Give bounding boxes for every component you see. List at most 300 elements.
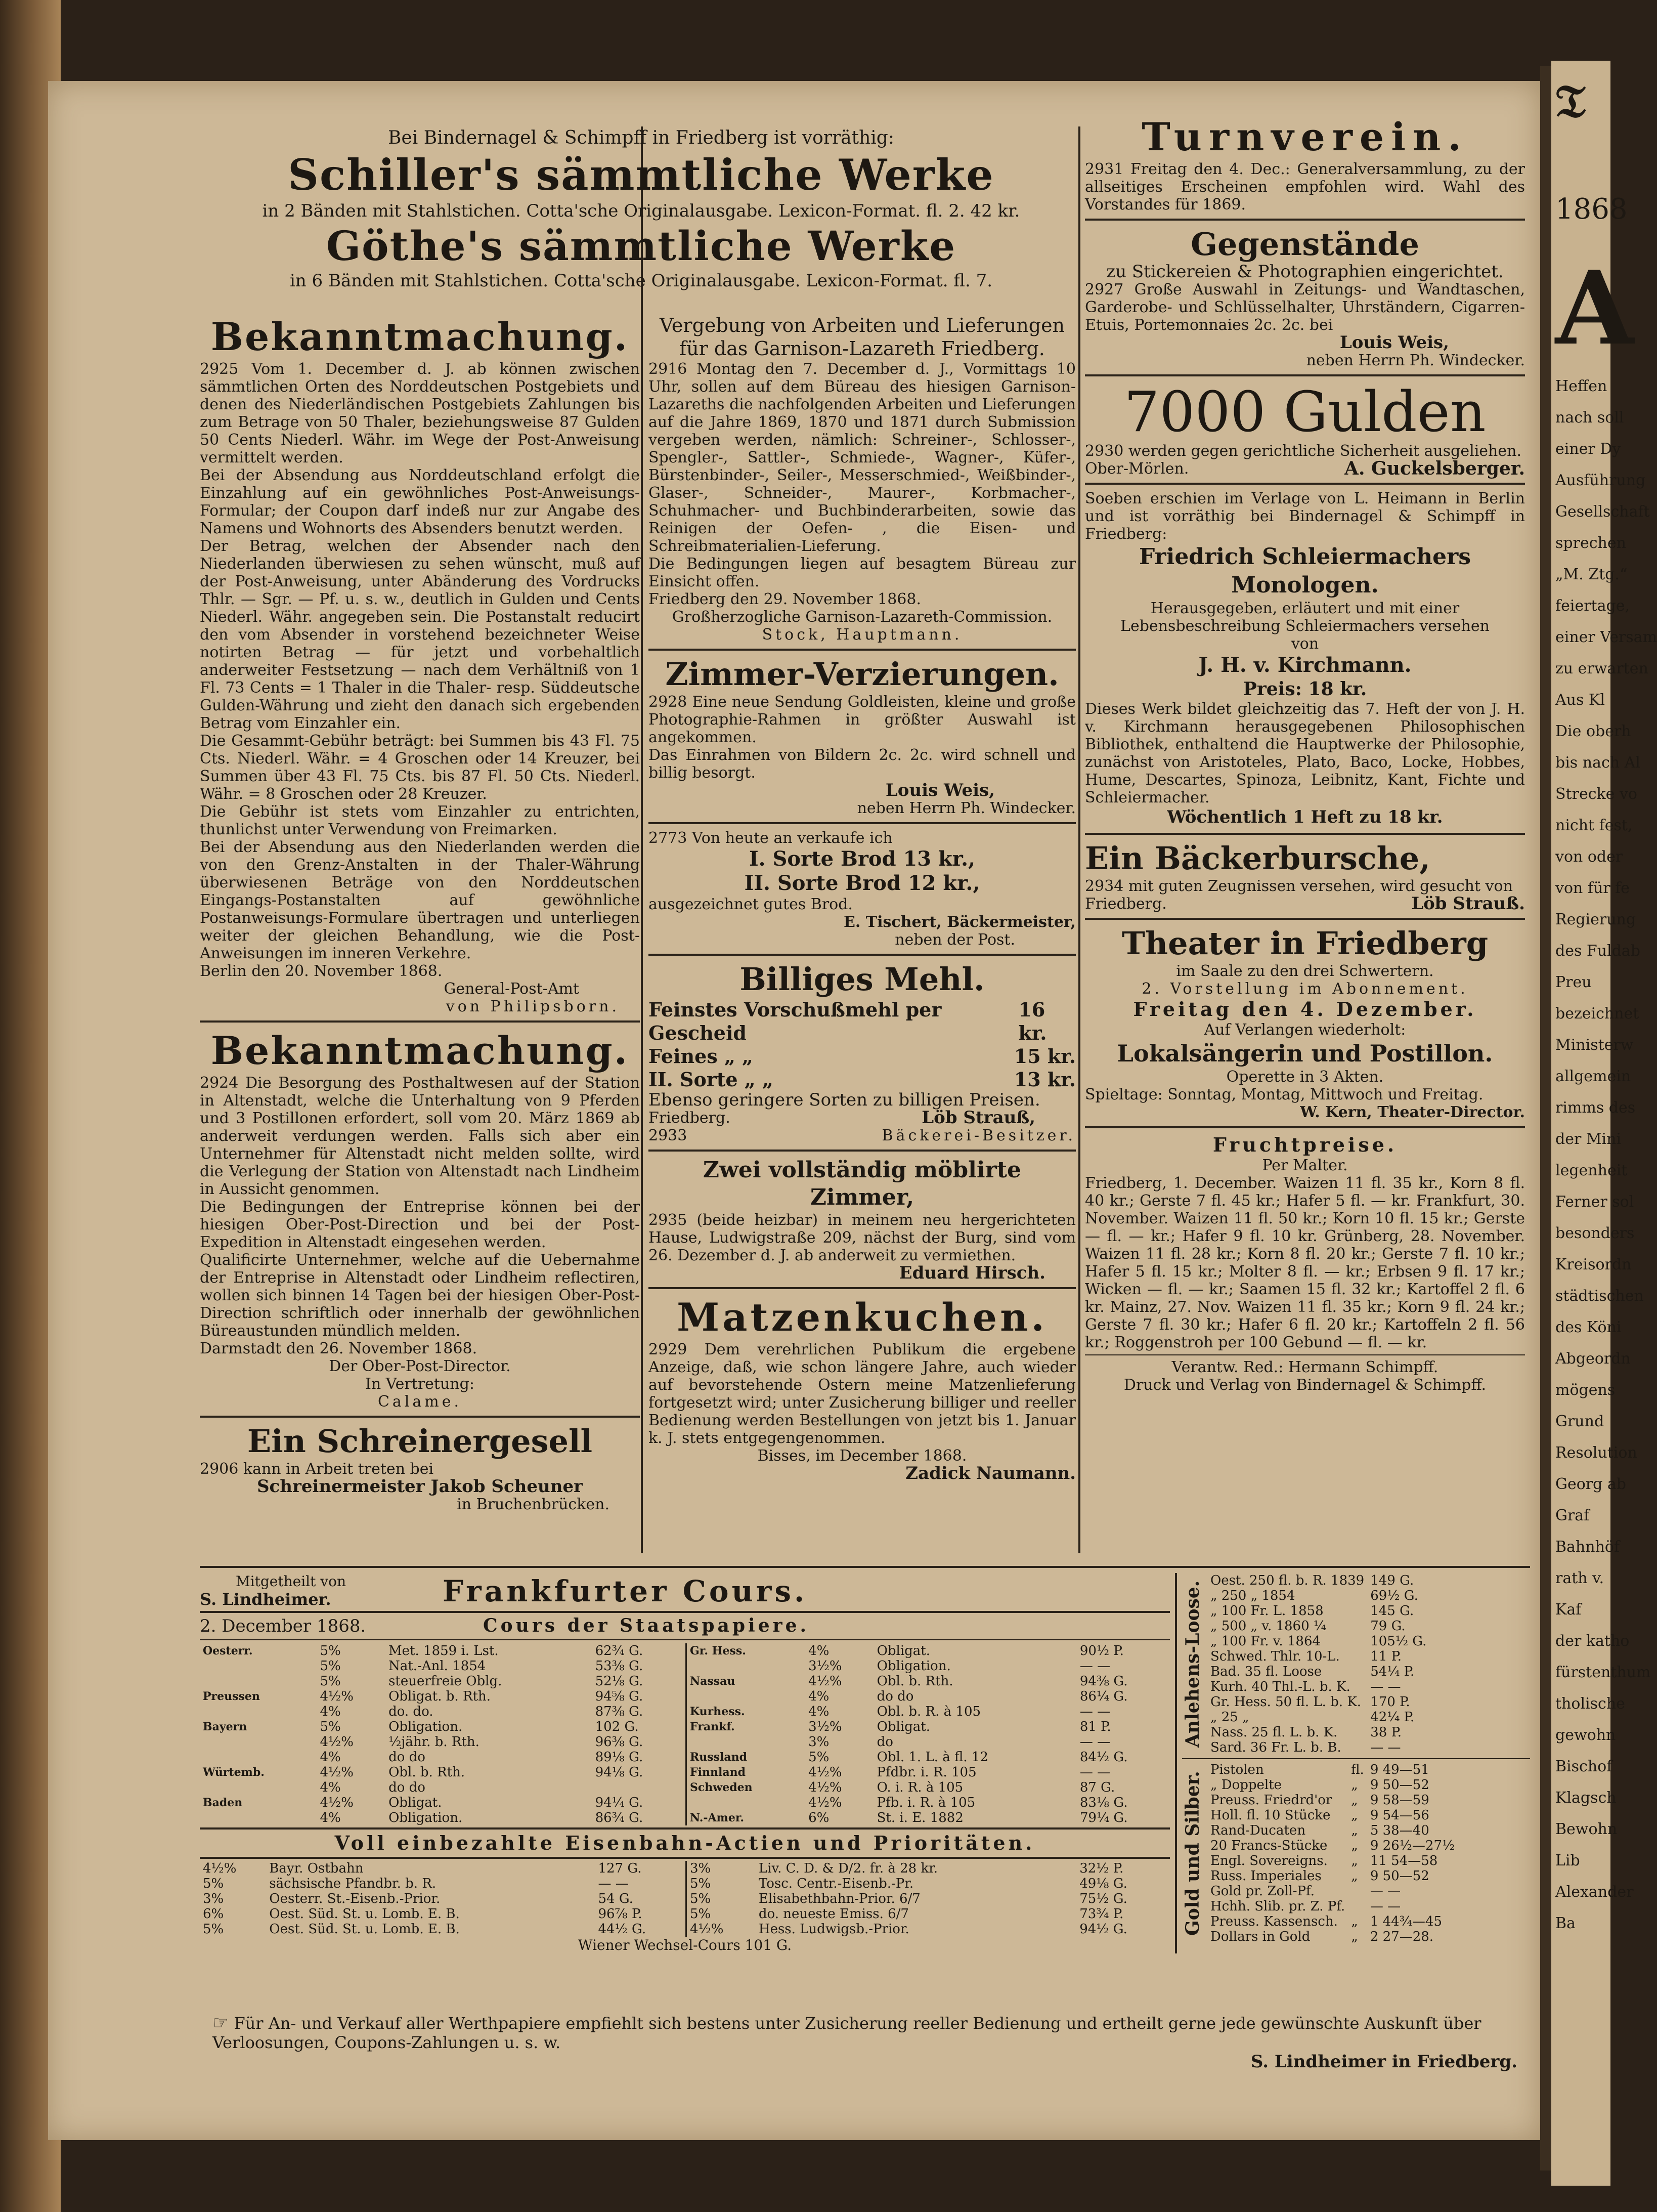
vergebung-place: Friedberg den 29. November 1868. <box>648 590 921 608</box>
baeckerbursche-text: 2934 mit guten Zeugnissen versehen, wird gesucht von <box>1085 877 1513 895</box>
staatspapier-right-cell: Frankf. <box>690 1720 735 1733</box>
staatspapier-right-row <box>687 1719 1170 1734</box>
next-page-fragment: gewohn <box>1555 1726 1616 1744</box>
staatspapier-right-cell: Schweden <box>690 1781 753 1794</box>
staatspapier-left-cell: Würtemb. <box>203 1766 265 1779</box>
gold-cell <box>1348 1899 1367 1914</box>
staatspapier-right-cell: 94⅜ G. <box>1079 1674 1128 1689</box>
loose-cell: 54¼ P. <box>1370 1664 1415 1679</box>
next-page-fragment: des Fuldab <box>1555 942 1640 960</box>
theater-line1: im Saale zu den drei Schwertern. <box>1176 962 1434 980</box>
staatspapier-left-cell: 4½% <box>320 1765 354 1780</box>
staatspapier-left-row <box>200 1658 685 1674</box>
staatspapier-left-cell: 102 G. <box>595 1719 639 1734</box>
gold-cell: fl. <box>1351 1762 1364 1777</box>
staatspapier-left-cell: 4% <box>320 1780 341 1795</box>
staatspapier-right-cell: 4½% <box>808 1780 842 1795</box>
theater-line7: Spieltage: Sonntag, Montag, Mittwoch und Freitag. <box>1085 1086 1484 1103</box>
staatspapier-right-cell: Pfdbr. i. R. 105 <box>877 1765 977 1780</box>
schleiermacher-von: von <box>1291 635 1319 653</box>
staatspapier-left-cell: do do <box>388 1780 425 1795</box>
next-page-fragment: Klagsch <box>1555 1789 1617 1807</box>
staatspapier-left-cell: Obligation. <box>388 1810 463 1825</box>
gold-cell: Rand-Ducaten <box>1210 1823 1306 1838</box>
loose-cell: „ 500 „ v. 1860 ¼ <box>1210 1619 1327 1634</box>
gold-cell: Hchh. Slib. pr. Z. Pf. <box>1210 1899 1345 1914</box>
eisenbahn-right-cell: 49⅛ G. <box>1079 1876 1127 1891</box>
gold-cell: Gold pr. Zoll-Pf. <box>1210 1884 1315 1899</box>
schleiermacher-text: Dieses Werk bildet gleichzeitig das 7. Heft der von J. H. v. Kirchmann herausgegebenen Philosophischen Bibliothek, enthaltend die Hauptwerke der Philosophie, zunächst von Aristoteles, Plato, Baco, Locke, Hobbes, Hume, Descartes, Spinoza, Leibnitz, Kant, Fichte und Schleiermacher. <box>1085 700 1525 806</box>
staatspapier-right-cell: Gr. Hess. <box>690 1644 746 1657</box>
matzenkuchen-text: 2929 Dem verehrlichen Publikum die ergebene Anzeige, daß, wie schon längere Jahre, auch wieder auf bevorstehende Ostern meine Matzenlieferung fortgesetzt wird; unter Zusicherung billiger und reeller Bedienung werden Bestellungen von jetzt bis 1. Januar k. J. stets entgegengenommen. <box>648 1341 1076 1447</box>
eisenbahn-right-cell: Tosc. Centr.-Eisenb.-Pr. <box>758 1876 914 1891</box>
gold-row <box>1207 1777 1458 1793</box>
gold-cell: 2 27—28. <box>1370 1929 1434 1944</box>
bekanntmachung-1-p6: Bei der Absendung aus den Niederlanden werden die von den Grenz-Anstalten in der Thaler-Währung überwiesenen Beträge von den Norddeutschen Eingangs-Postanstalten auf gewöhnliche Postanweisungs-Formulare übertragen und unterliegen weiter der gleichen Behandlung, wie die Post-Anweisungen im inneren Verkehre. <box>200 838 640 962</box>
staatspapiere-table-right <box>687 1643 1170 1825</box>
staatspapier-right-cell: Pfb. i. R. à 105 <box>877 1795 976 1810</box>
theater-line3: Freitag den 4. Dezember. <box>1133 998 1477 1020</box>
zimmer-verzierungen-sig1: Louis Weis, <box>885 780 995 800</box>
goethe-title: Göthe's sämmtliche Werke <box>326 222 956 270</box>
bekanntmachung-1-text: 2925 Vom 1. December d. J. ab können zwischen sämmtlichen Orten des Norddeutschen Postgebiets und denen des Niederländischen Postgebiets Zahlungen bis zum Betrage von 50 Thaler, beziehungsweise 87 Gulden 50 Cents Niederl. Währ. im Wege der Post-Anweisung vermittelt werden. <box>200 360 640 466</box>
loose-row <box>1207 1740 1429 1755</box>
eisenbahn-right-cell: 94½ G. <box>1079 1922 1127 1937</box>
staatspapier-right-cell: Obl. 1. L. à fl. 12 <box>877 1750 988 1765</box>
next-page-fragment: Georg ab <box>1555 1475 1626 1493</box>
staatspapier-left-cell: do do <box>388 1750 425 1765</box>
staatspapier-left-cell: Preussen <box>203 1690 260 1703</box>
staatspapier-right-cell: 86¼ G. <box>1079 1689 1128 1704</box>
staatspapier-right-cell: Nassau <box>690 1675 735 1688</box>
staatspapier-left-cell: 4% <box>320 1750 341 1765</box>
theater-line5: Lokalsängerin und Postillon. <box>1117 1040 1493 1067</box>
staatspapier-left-cell: 94⅝ G. <box>595 1689 643 1704</box>
loose-cell: 38 P. <box>1370 1725 1402 1740</box>
schiller-description: in 2 Bänden mit Stahlstichen. Cotta'sche Originalausgabe. Lexicon-Format. fl. 2. 42 kr. <box>262 201 1020 221</box>
staatspapier-right-cell: 87 G. <box>1079 1780 1115 1795</box>
staatspapier-left-cell: Oesterr. <box>203 1644 253 1657</box>
gold-cell: — — <box>1370 1899 1401 1914</box>
staatspapier-right-cell: Obl. b. R. à 105 <box>877 1704 981 1719</box>
next-page-fragment: feiertage, <box>1555 597 1630 615</box>
next-page-fragment: Bahnhöf <box>1555 1538 1620 1556</box>
next-page-fragment: Lib <box>1555 1852 1580 1869</box>
loose-row <box>1207 1664 1429 1679</box>
staatspapier-right-cell: 81 P. <box>1079 1719 1111 1734</box>
staatspapier-right-cell <box>687 1734 805 1750</box>
staatspapier-right-row <box>687 1780 1170 1795</box>
staatspapier-left-cell: Bayern <box>203 1720 247 1733</box>
staatspapier-left-cell: 53⅜ G. <box>595 1658 643 1674</box>
staatspapier-right-cell: O. i. R. à 105 <box>877 1780 964 1795</box>
imprint-editor: Verantw. Red.: Hermann Schimpff. <box>1171 1358 1438 1376</box>
staatspapier-left-cell: 62¾ G. <box>595 1643 643 1658</box>
gold-cell: „ <box>1351 1793 1358 1808</box>
next-page-fragment: Die oberh <box>1555 722 1631 740</box>
mehl-sig2: Bäckerei-Besitzer. <box>882 1127 1076 1144</box>
frankfurter-cours <box>200 1566 1530 1953</box>
loose-row <box>1207 1603 1429 1619</box>
loose-row <box>1207 1619 1429 1634</box>
imprint-publisher: Druck und Verlag von Bindernagel & Schimpff. <box>1123 1376 1487 1394</box>
staatspapier-left-cell: Obligat. b. Rth. <box>388 1689 491 1704</box>
staatspapier-left-cell: 52⅛ G. <box>595 1674 643 1689</box>
staatspapier-left-cell: do. do. <box>388 1704 433 1719</box>
wechsel-cours: Wiener Wechsel-Cours 101 G. <box>578 1937 792 1953</box>
matzenkuchen-sig: Zadick Naumann. <box>905 1463 1076 1483</box>
column-1 <box>200 314 640 1513</box>
gold-cell: „ <box>1351 1868 1358 1884</box>
loose-cell: „ 100 Fr. v. 1864 <box>1210 1634 1321 1649</box>
staatspapier-right-row <box>687 1643 1170 1658</box>
brod-sig2: neben der Post. <box>895 931 1015 949</box>
bekanntmachung-1-p3: Der Betrag, welchen der Absender nach den Niederlanden überwiesen zu sehen wünscht, muß auf der Post-Anweisung, unter Abänderung des Vordrucks Thlr. — Sgr. — Pf. u. s. w., deutlich in Gulden und Cents Niederl. Währ. angegeben sein. Die Postanstalt reducirt den vom Absender in vorstehend bezeichneter Weise notirten Betrag — für jetzt und vorbehaltlich anderweiter Festsetzung — nach dem Verhältniß von 1 Fl. 73 Cents = 1 Thaler in die Thaler- resp. Süddeutsche Gulden-Währung und zieht den danach sich ergebenden Betrag vom Einzahler ein. <box>200 537 640 732</box>
mehl-price-list <box>648 998 1076 1091</box>
cours-communicated: Mitgetheilt von <box>236 1573 346 1590</box>
column-3 <box>1085 114 1525 1394</box>
staatspapier-right-cell: 4½% <box>808 1674 842 1689</box>
loose-cell: 11 P. <box>1370 1649 1402 1664</box>
pointing-hand-icon: ☞ <box>212 2013 229 2033</box>
bekanntmachung-2-place: Darmstadt den 26. November 1868. <box>200 1340 477 1357</box>
cours-title: Frankfurter Cours. <box>443 1574 808 1608</box>
eisenbahn-right-cell: Hess. Ludwigsb.-Prior. <box>758 1922 909 1937</box>
next-page-fragment: der Mini <box>1555 1130 1622 1148</box>
staatspapier-right-cell: 3% <box>808 1734 830 1750</box>
schleiermacher-title: Friedrich Schleiermachers Monologen. <box>1139 544 1471 598</box>
staatspapier-right-row <box>687 1810 1170 1825</box>
staatspapier-left-cell: 5% <box>320 1674 341 1689</box>
next-page-fragment: Gesellschaft <box>1555 503 1650 521</box>
gold-cell: „ <box>1351 1808 1358 1823</box>
gold-row <box>1207 1914 1458 1929</box>
mehl-price-name: II. Sorte „ „ <box>648 1068 773 1091</box>
staatspapier-left-cell <box>592 1780 685 1795</box>
brod-line2: I. Sorte Brod 13 kr., <box>749 847 976 871</box>
loose-row <box>1207 1694 1429 1710</box>
baeckerbursche-sig: Löb Strauß. <box>1411 894 1525 914</box>
staatspapier-left-cell: Nat.-Anl. 1854 <box>388 1658 486 1674</box>
gulden-text: 2930 werden gegen gerichtliche Sicherheit ausgeliehen. <box>1085 442 1521 460</box>
eisenbahn-left-cell: 5% <box>203 1922 224 1937</box>
staatspapier-right-cell: 4½% <box>808 1765 842 1780</box>
loose-row <box>1207 1710 1429 1725</box>
loose-cell: Kurh. 40 Thl.-L. b. K. <box>1210 1679 1350 1694</box>
staatspapier-right-cell: Obligat. <box>877 1719 931 1734</box>
theater-line6: Operette in 3 Akten. <box>1226 1068 1384 1086</box>
next-page-fragment: Strecke vo <box>1555 785 1637 803</box>
brod-sig1: E. Tischert, Bäckermeister, <box>844 913 1076 931</box>
mehl-sig1: Löb Strauß, <box>922 1108 1035 1128</box>
zimmer-miete-title: Zwei vollständig möblirte Zimmer, <box>703 1157 1022 1210</box>
books-ad <box>200 126 1082 291</box>
eisenbahn-left-row <box>200 1891 685 1906</box>
next-page-fragment: mögens <box>1555 1381 1616 1399</box>
next-page-fragment: Heffen <box>1555 377 1607 395</box>
loose-row <box>1207 1725 1429 1740</box>
gold-cell: „ <box>1351 1929 1358 1944</box>
next-page-fragment: nicht fest, <box>1555 817 1633 834</box>
gold-row <box>1207 1793 1458 1808</box>
next-page-fragment: Grund <box>1555 1413 1604 1430</box>
staatspapier-right-cell: 79¼ G. <box>1079 1810 1128 1825</box>
eisenbahn-right-cell: 4½% <box>690 1922 724 1937</box>
gegenstaende-title: Gegenstände <box>1191 226 1419 263</box>
gold-row <box>1207 1868 1458 1884</box>
loose-cell: 69½ G. <box>1370 1588 1418 1603</box>
vergebung-title: Vergebung von Arbeiten und Lieferungen für das Garnison-Lazareth Friedberg. <box>659 314 1065 360</box>
next-page-fragment: nach soll <box>1555 409 1624 427</box>
gold-cell: „ <box>1351 1777 1358 1793</box>
gold-row <box>1207 1853 1458 1868</box>
bekanntmachung-2-title: Bekanntmachung. <box>210 1028 629 1073</box>
zimmer-miete-text: 2935 (beide heizbar) in meinem neu hergerichteten Hause, Ludwigstraße 209, nächst der Burg, sind vom 26. Dezember d. J. ab anderweit zu vermiethen. <box>648 1211 1076 1264</box>
next-page-fragment: rath v. <box>1555 1569 1604 1587</box>
staatspapier-right-cell <box>687 1795 805 1810</box>
eisenbahn-left-row <box>200 1876 685 1891</box>
gold-row <box>1207 1884 1458 1899</box>
eisenbahn-right-cell: Elisabethbahn-Prior. 6/7 <box>758 1891 921 1906</box>
schleiermacher-price: Preis: 18 kr. <box>1243 678 1367 700</box>
schleiermacher-intro: Soeben erschien im Verlage von L. Heimann in Berlin und ist vorräthig bei Bindernagel & Schimpff in Friedberg: <box>1085 490 1525 543</box>
gegenstaende-sig1: Louis Weis, <box>1339 332 1449 353</box>
next-page-fragment: „M. Ztg.“ <box>1555 566 1628 583</box>
next-page-year: 1868 <box>1555 193 1628 226</box>
gold-cell: „ <box>1351 1853 1358 1868</box>
next-page-fragment: bezeichnet <box>1555 1005 1639 1023</box>
theater-line2: 2. Vorstellung im Abonnement. <box>1142 980 1468 998</box>
staatspapier-left-cell: 4% <box>320 1704 341 1719</box>
next-page-fragment: Bewohn <box>1555 1820 1618 1838</box>
vergebung-sig1: Großherzogliche Garnison-Lazareth-Commission. <box>672 608 1053 626</box>
cours-by: S. Lindheimer. <box>200 1590 331 1609</box>
staatspapier-left-row <box>200 1734 685 1750</box>
eisenbahn-title: Voll einbezahlte Eisenbahn-Actien und Prioritäten. <box>334 1832 1035 1854</box>
next-page-fragment: Resolution <box>1555 1444 1637 1462</box>
staatspapier-right-cell: Russland <box>690 1751 748 1764</box>
eisenbahn-left-cell: 54 G. <box>598 1891 633 1906</box>
next-page-fragment: einer Dy <box>1555 440 1621 458</box>
mehl-price-value: 16 kr. <box>1018 998 1047 1044</box>
staatspapier-left-cell: ½jähr. b. Rth. <box>388 1734 479 1750</box>
loose-cell: 42¼ P. <box>1370 1710 1415 1725</box>
bekanntmachung-1-sig1: General-Post-Amt <box>444 980 579 998</box>
baeckerbursche-title: Ein Bäckerbursche, <box>1085 840 1430 877</box>
loose-cell: „ 25 „ <box>1210 1710 1249 1725</box>
staatspapier-right-cell: do <box>877 1734 893 1750</box>
bekanntmachung-2-text: 2924 Die Besorgung des Posthaltwesen auf der Station in Altenstadt, welche die Unterhaltung von 9 Pferden und 3 Postillonen erfordert, soll vom 20. März 1869 ab anderweit verdungen werden. Falls sich aber ein Unternehmer für Altenstadt nicht melden sollte, wird die Verlegung der Station von Altenstadt nach Lindheim in Aussicht genommen. <box>200 1074 640 1198</box>
theater-title: Theater in Friedberg <box>1121 925 1489 962</box>
next-page-fragment: Ministerw <box>1555 1036 1634 1054</box>
gold-row <box>1207 1762 1458 1777</box>
next-page-edge <box>1551 61 1657 2186</box>
staatspapier-left-cell <box>200 1674 317 1689</box>
eisenbahn-right-cell: Liv. C. D. & D/2. fr. à 28 kr. <box>758 1861 938 1876</box>
staatspapier-left-cell: steuerfreie Oblg. <box>388 1674 502 1689</box>
zimmer-verzierungen-p2: Das Einrahmen von Bildern 2c. 2c. wird schnell und billig besorgt. <box>648 746 1076 782</box>
loose-cell: — — <box>1370 1679 1401 1694</box>
mehl-line1: Ebenso geringere Sorten zu billigen Preisen. <box>648 1090 1040 1110</box>
eisenbahn-right-row <box>687 1906 1170 1922</box>
loose-row <box>1207 1573 1429 1588</box>
next-page-fragment: städtischen <box>1555 1287 1644 1305</box>
next-page-fragment: Alexander <box>1555 1883 1634 1901</box>
eisenbahn-right-cell: 3% <box>690 1861 711 1876</box>
staatspapier-left-cell <box>200 1780 317 1795</box>
mehl-number: 2933 <box>648 1127 687 1144</box>
fruchtpreise-title: Fruchtpreise. <box>1212 1133 1398 1156</box>
eisenbahn-left-row <box>200 1922 685 1937</box>
loose-row <box>1207 1649 1429 1664</box>
staatspapier-left-row <box>200 1689 685 1704</box>
gold-cell: 11 54—58 <box>1370 1853 1438 1868</box>
next-page-fragment: Ausführung <box>1555 472 1646 489</box>
column-rule-2 <box>1078 126 1080 1553</box>
staatspapier-left-row <box>200 1750 685 1765</box>
staatspapier-left-cell <box>200 1658 317 1674</box>
schleiermacher-weekly: Wöchentlich 1 Heft zu 18 kr. <box>1167 807 1443 827</box>
next-page-fragment: Preu <box>1555 973 1592 991</box>
eisenbahn-right-cell: 5% <box>690 1876 711 1891</box>
next-page-fragment: Kaf <box>1555 1601 1582 1619</box>
eisenbahn-left-cell: 5% <box>203 1876 224 1891</box>
staatspapier-right-cell: 83⅛ G. <box>1079 1795 1128 1810</box>
staatspapier-left-row <box>200 1719 685 1734</box>
mehl-price-row <box>648 1068 1076 1091</box>
eisenbahn-right-cell: 75½ G. <box>1079 1891 1127 1906</box>
gold-cell <box>1348 1884 1367 1899</box>
bekanntmachung-1-p2: Bei der Absendung aus Norddeutschland erfolgt die Einzahlung auf ein gewöhnliches Post-Anweisungs-Formular; der Coupon darf indeß nur zur Angabe des Namens und Wohnorts des Absenders benutzt werden. <box>200 466 640 537</box>
staatspapier-right-row <box>687 1674 1170 1689</box>
staatspapier-right-cell: — — <box>1079 1658 1111 1674</box>
staatspapier-right-row <box>687 1658 1170 1674</box>
gulden-place: Ober-Mörlen. <box>1085 460 1189 478</box>
gold-cell: 9 26½—27½ <box>1370 1838 1455 1853</box>
zimmer-verzierungen-title: Zimmer-Verzierungen. <box>665 656 1059 693</box>
zimmer-verzierungen-sig2: neben Herrn Ph. Windecker. <box>857 799 1076 817</box>
eisenbahn-left-cell: 6% <box>203 1906 224 1922</box>
eisenbahn-table-left <box>200 1861 685 1937</box>
staatspapier-left-row <box>200 1643 685 1658</box>
eisenbahn-left-cell: Oest. Süd. St. u. Lomb. E. B. <box>269 1922 460 1937</box>
loose-cell: Schwed. Thlr. 10-L. <box>1210 1649 1340 1664</box>
gold-cell: Holl. fl. 10 Stücke <box>1210 1808 1331 1823</box>
staatspapier-right-cell: Obligation. <box>877 1658 951 1674</box>
next-page-fragment: legenheit <box>1555 1162 1628 1179</box>
staatspapier-right-row <box>687 1689 1170 1704</box>
gold-row <box>1207 1808 1458 1823</box>
gold-cell: Preuss. Kassensch. <box>1210 1914 1338 1929</box>
next-page-fragment: Ba <box>1555 1915 1576 1932</box>
mehl-price-value: 15 kr. <box>1014 1045 1076 1068</box>
brod-line3: II. Sorte Brod 12 kr., <box>744 871 980 895</box>
staatspapier-left-cell: 5% <box>320 1658 341 1674</box>
vergebung-p2: Die Bedingungen liegen auf besagtem Büreau zur Einsicht offen. <box>648 555 1076 590</box>
eisenbahn-right-cell: 5% <box>690 1906 711 1922</box>
baeckerbursche-place: Friedberg. <box>1085 895 1167 913</box>
gold-cell: 9 49—51 <box>1370 1762 1429 1777</box>
next-page-fragment: einer Versam <box>1555 628 1657 646</box>
zimmer-verzierungen-text: 2928 Eine neue Sendung Goldleisten, kleine und große Photographie-Rahmen in größter Auswahl ist angekommen. <box>648 693 1076 746</box>
loose-cell: — — <box>1370 1740 1401 1755</box>
bekanntmachung-2-sig2: In Vertretung: <box>365 1375 474 1393</box>
eisenbahn-left-cell: — — <box>598 1876 629 1891</box>
loose-cell: 149 G. <box>1370 1573 1414 1588</box>
matzenkuchen-title: Matzenkuchen. <box>677 1295 1048 1340</box>
staatspapier-left-cell: Obligation. <box>388 1719 463 1734</box>
gegenstaende-text: 2927 Große Auswahl in Zeitungs- und Wandtaschen, Garderobe- und Schlüsselhalter, Uhrständern, Cigarren-Etuis, Portemonnaies 2c. 2c. bei <box>1085 281 1525 334</box>
next-page-fragment: Aus Kl <box>1555 691 1605 709</box>
eisenbahn-right-row <box>687 1891 1170 1906</box>
gold-cell: 9 58—59 <box>1370 1793 1429 1808</box>
next-page-fragment: Kreisordn <box>1555 1256 1632 1273</box>
staatspapier-left-row <box>200 1674 685 1689</box>
staatspapier-right-cell <box>687 1689 805 1704</box>
gold-cell: Dollars in Gold <box>1210 1929 1311 1944</box>
staatspapier-right-cell: 4½% <box>808 1795 842 1810</box>
gold-row <box>1207 1929 1458 1944</box>
mehl-price-row <box>648 1045 1076 1068</box>
bekanntmachung-1-p5: Die Gebühr ist stets vom Einzahler zu entrichten, thunlichst unter Verwendung von Freimarken. <box>200 803 640 838</box>
staatspapier-right-cell: do do <box>877 1689 914 1704</box>
staatspapier-right-cell: St. i. E. 1882 <box>877 1810 964 1825</box>
staatspapier-left-cell: 4½% <box>320 1795 354 1810</box>
bekanntmachung-2-p3: Qualificirte Unternehmer, welche auf die Uebernahme der Entreprise in Altenstadt oder Lindheim reflectiren, wollen sich binnen 14 Tagen bei der hiesigen Ober-Post-Direction schriftlich oder innerhalb der gewöhnlichen Büreaustunden mündlich melden. <box>200 1251 640 1340</box>
staatspapier-left-cell: 4½% <box>320 1689 354 1704</box>
gold-cell: 5 38—40 <box>1370 1823 1429 1838</box>
gold-cell: „ <box>1351 1823 1358 1838</box>
loose-cell: 105½ G. <box>1370 1634 1427 1649</box>
gold-cell: „ <box>1351 1838 1358 1853</box>
next-page-masthead: 𝔗 <box>1555 74 1586 128</box>
mehl-price-name: Feines „ „ <box>648 1045 753 1068</box>
next-page-fragment: Abgeordn <box>1555 1350 1631 1368</box>
loose-row <box>1207 1679 1429 1694</box>
theater-line4: Auf Verlangen wiederholt: <box>1204 1021 1406 1039</box>
fruchtpreise-sub: Per Malter. <box>1262 1157 1348 1174</box>
staatspapier-left-cell: 5% <box>320 1643 341 1658</box>
staatspapier-left-cell: 96⅜ G. <box>595 1734 643 1750</box>
eisenbahn-left-cell: 44½ G. <box>598 1922 646 1937</box>
mehl-price-row <box>648 998 1076 1045</box>
staatspapier-left-cell: 87⅜ G. <box>595 1704 643 1719</box>
next-page-fragment: tholische <box>1555 1695 1625 1713</box>
lindheimer-footer <box>212 2014 1538 2071</box>
staatspapier-right-row <box>687 1795 1170 1810</box>
staatspapier-right-cell: Obl. b. Rth. <box>877 1674 953 1689</box>
staatspapier-left-row <box>200 1795 685 1810</box>
loose-cell: Sard. 36 Fr. L. b. B. <box>1210 1740 1341 1755</box>
theater-sig: W. Kern, Theater-Director. <box>1300 1103 1525 1121</box>
schleiermacher-author: J. H. v. Kirchmann. <box>1198 653 1412 677</box>
loose-cell: „ 250 „ 1854 <box>1210 1588 1295 1603</box>
bekanntmachung-2-sig1: Der Ober-Post-Director. <box>329 1357 511 1375</box>
eisenbahn-left-cell: 96⅞ P. <box>598 1906 642 1922</box>
footer-sig: S. Lindheimer in Friedberg. <box>1250 2052 1517 2072</box>
staatspapier-right-cell: 4% <box>808 1704 830 1719</box>
gulden-title: 7000 Gulden <box>1124 379 1486 444</box>
loose-cell: Bad. 35 fl. Loose <box>1210 1664 1322 1679</box>
matzenkuchen-place: Bisses, im December 1868. <box>757 1447 967 1465</box>
gold-row <box>1207 1823 1458 1838</box>
staatspapier-right-row <box>687 1750 1170 1765</box>
mehl-price-name: Feinstes Vorschußmehl per Gescheid <box>648 998 942 1044</box>
eisenbahn-left-cell: Oest. Süd. St. u. Lomb. E. B. <box>269 1906 460 1922</box>
next-page-initial: A <box>1555 249 1634 368</box>
eisenbahn-table-right <box>687 1861 1170 1937</box>
bekanntmachung-1-sig2: von Philipsborn. <box>446 998 620 1015</box>
